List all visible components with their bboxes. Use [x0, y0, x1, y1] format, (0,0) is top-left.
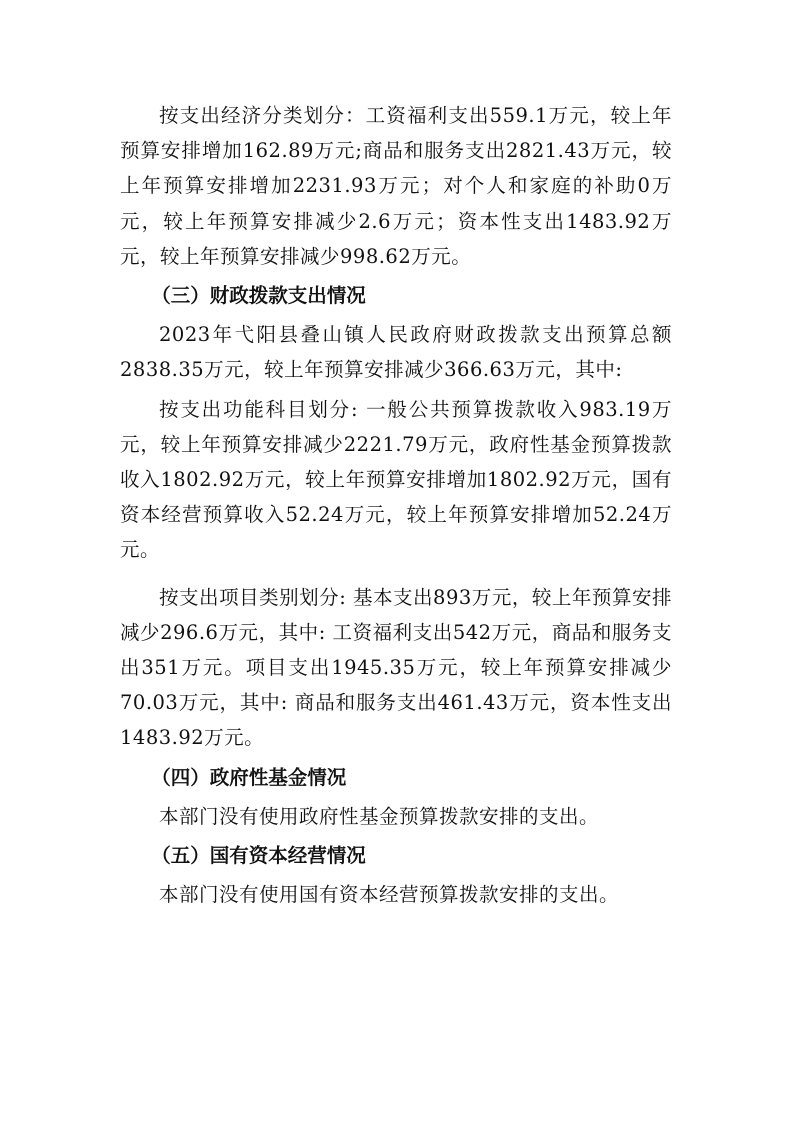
para-functional-classification: 按支出功能科目划分: 一般公共预算拨款收入983.19万元，较上年预算安排减少2221.79万元，政府性基金预算拨款收入1802.92万元，较上年预算安排增加1802.92万元，国有资本经营预算收入52.24万元，较上年预算安排增加52.24万元。 [120, 397, 672, 562]
para-economic-classification: 按支出经济分类划分：工资福利支出559.1万元，较上年预算安排增加162.89万元;商品和服务支出2821.43万元，较上年预算安排增加2231.93万元；对个人和家庭的补助0万元，较上年预算安排减少2.6万元；资本性支出1483.92万元，较上年预算安排减少998.62万元。 [120, 104, 672, 268]
document-page [120, 98, 672, 912]
heading-government-fund: （四）政府性基金情况 [151, 765, 347, 789]
para-appropriation-total: 2023年弋阳县叠山镇人民政府财政拨款支出预算总额2838.35万元，较上年预算安排减少366.63万元，其中: [120, 323, 672, 382]
heading-state-capital: （五）国有资本经营情况 [151, 844, 366, 868]
para-government-fund: 本部门没有使用政府性基金预算拨款安排的支出。 [159, 804, 600, 828]
para-state-capital: 本部门没有使用国有资本经营预算拨款安排的支出。 [159, 883, 620, 907]
heading-fiscal-appropriation: （三）财政拨款支出情况 [151, 284, 366, 308]
para-project-classification: 按支出项目类别划分: 基本支出893万元，较上年预算安排减少296.6万元，其中: 工资福利支出542万元，商品和服务支出351万元。项目支出1945.35万元，较上年预算安排减少70.03万元，其中: 商品和服务支出461.43万元，资本性支出1483.92万元。 [120, 585, 672, 750]
